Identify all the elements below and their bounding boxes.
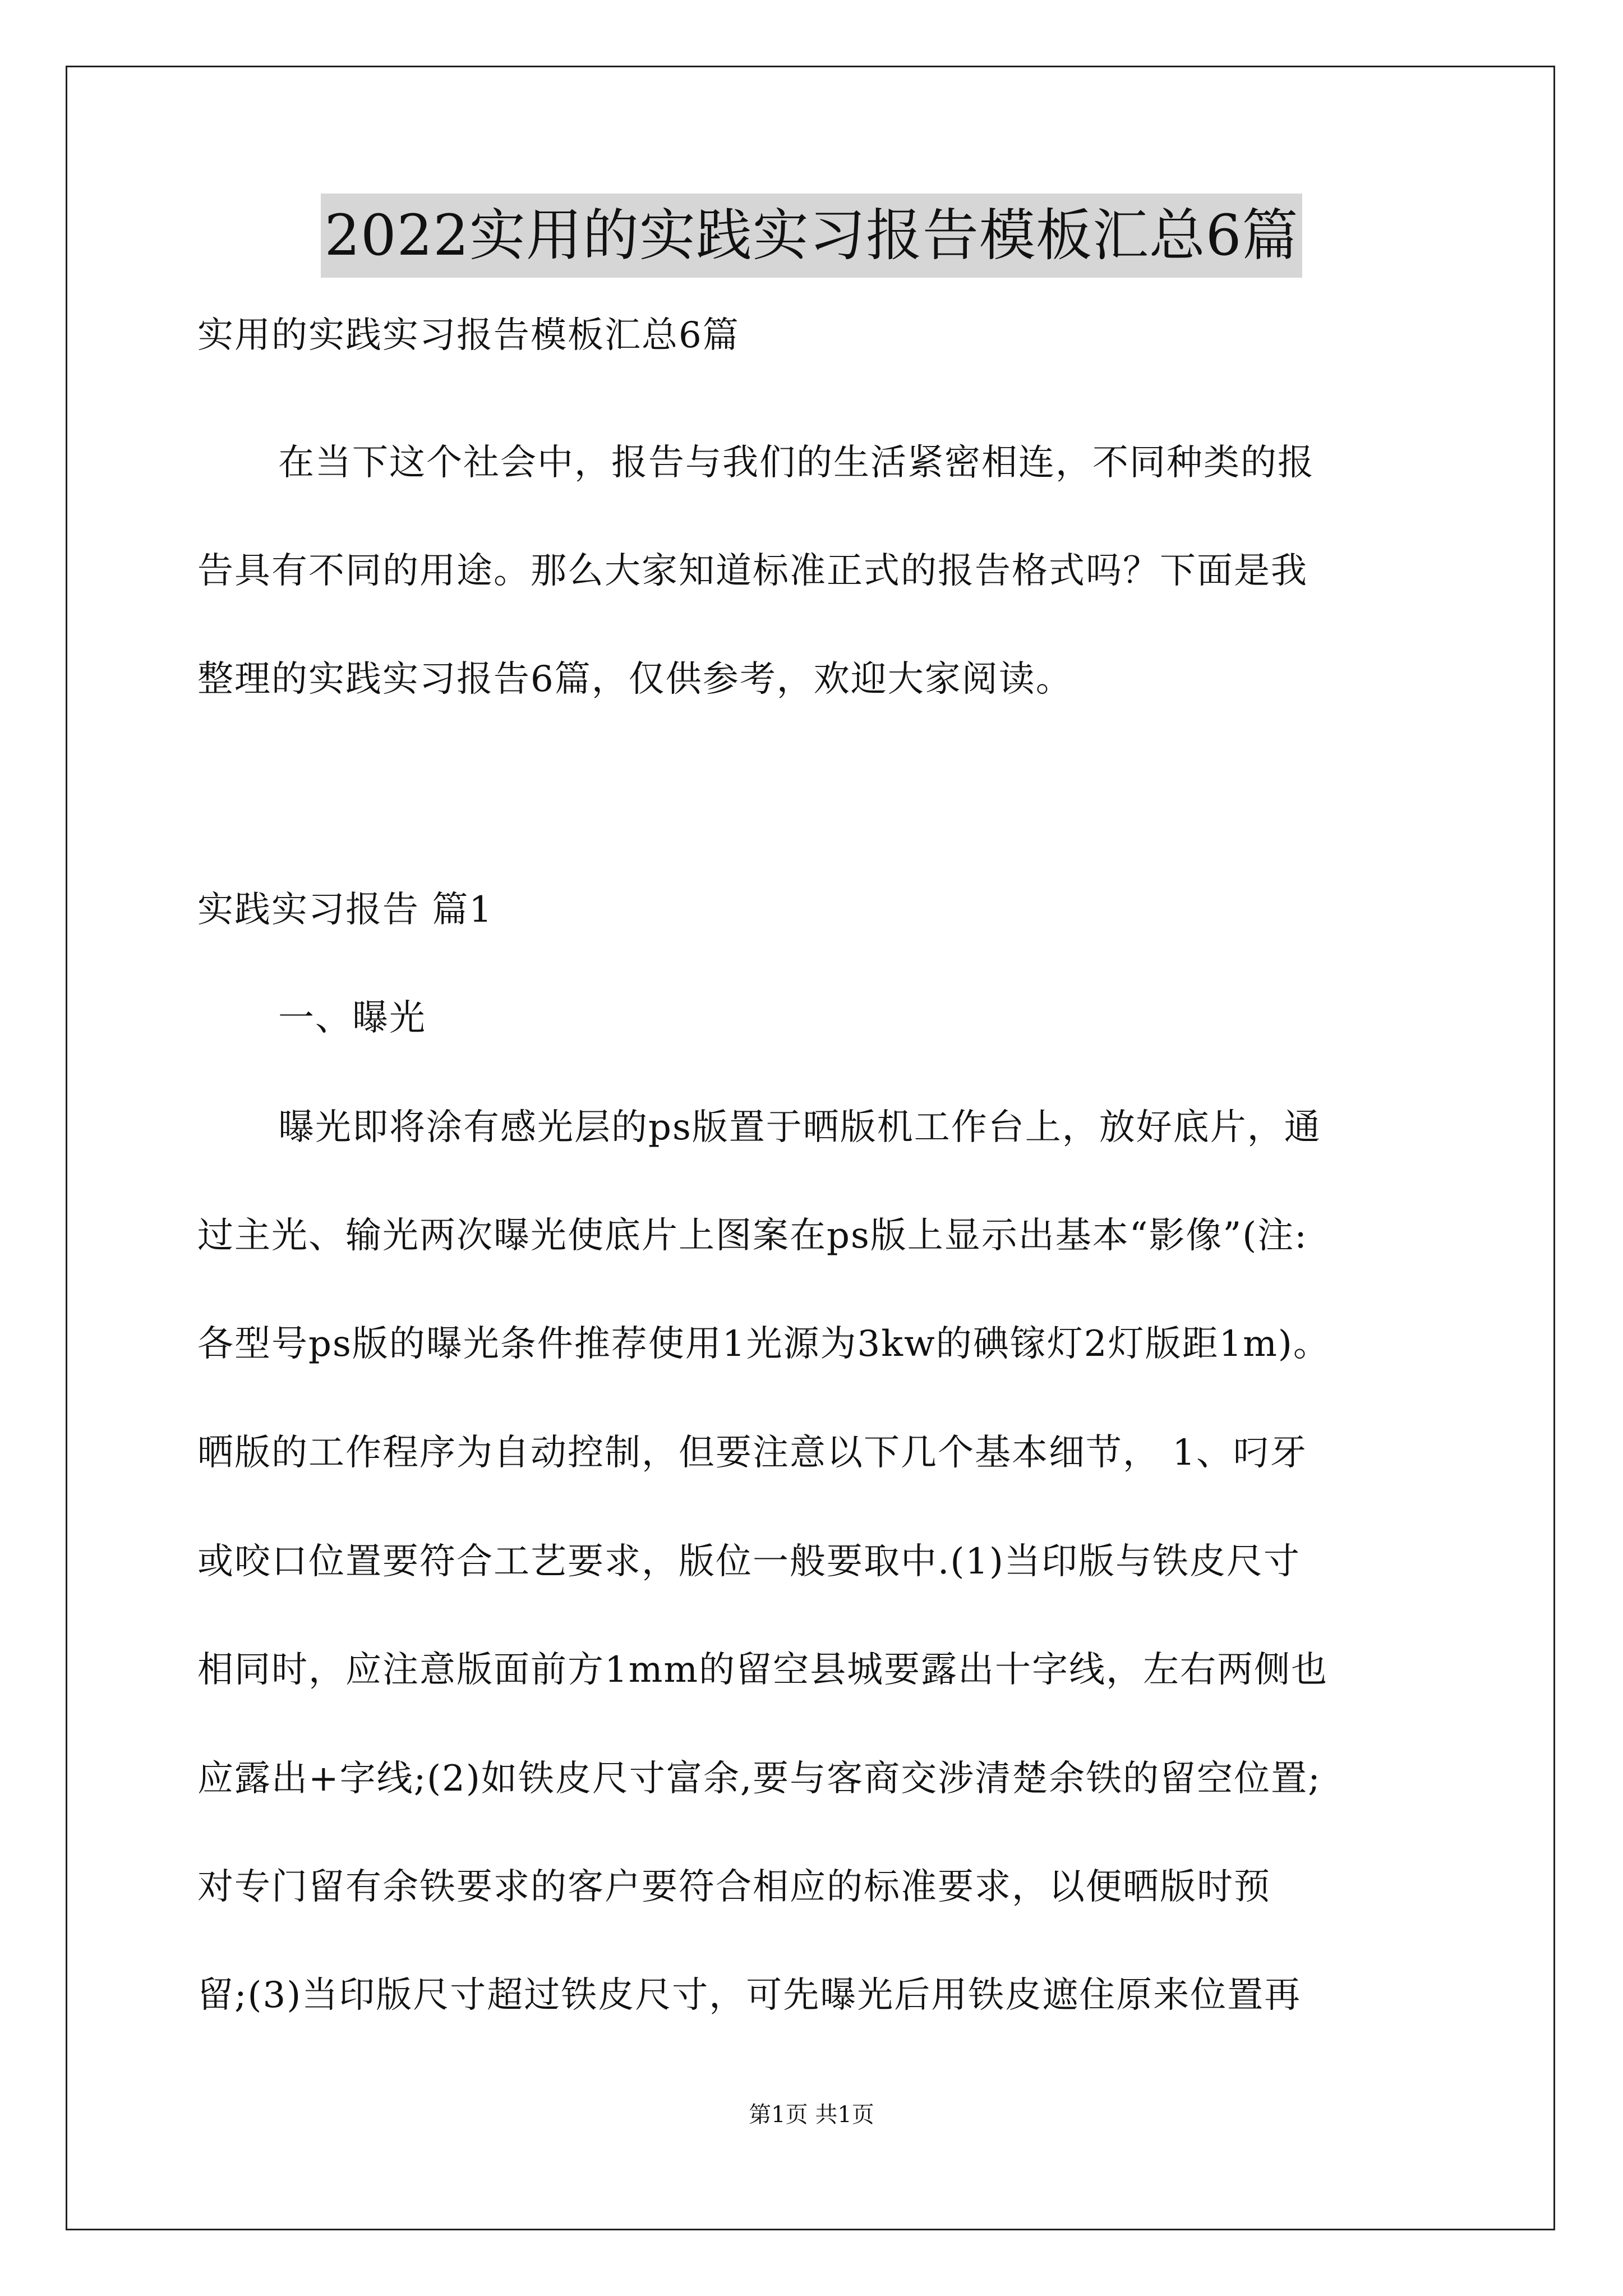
- paragraph-line: 晒版的工作程序为自动控制，但要注意以下几个基本细节， 1、叼牙: [197, 1432, 1308, 1474]
- document-subtitle: 实用的实践实习报告模板汇总6篇: [197, 315, 740, 356]
- paragraph-line: 对专门留有余铁要求的客户要符合相应的标准要求，以便晒版时预: [197, 1866, 1271, 1908]
- paragraph-line: 相同时，应注意版面前方1mm的留空县城要露出十字线，左右两侧也: [197, 1649, 1329, 1691]
- paragraph-line: 应露出+字线;(2)如铁皮尺寸富余,要与客商交涉清楚余铁的留空位置;: [197, 1758, 1321, 1800]
- paragraph-line: 整理的实践实习报告6篇，仅供参考，欢迎大家阅读。: [197, 659, 1073, 700]
- paragraph-line: 在当下这个社会中，报告与我们的生活紧密相连，不同种类的报: [278, 442, 1315, 484]
- paragraph-line: 或咬口位置要符合工艺要求，版位一般要取中.(1)当印版与铁皮尺寸: [197, 1541, 1301, 1582]
- title-block: [0, 194, 1623, 278]
- section-heading: 实践实习报告 篇1: [197, 889, 494, 931]
- paragraph-line: 曝光即将涂有感光层的ps版置于晒版机工作台上，放好底片，通: [278, 1107, 1321, 1148]
- paragraph-line: 过主光、输光两次曝光使底片上图案在ps版上显示出基本“影像”(注:: [197, 1215, 1308, 1257]
- paragraph-line: 告具有不同的用途。那么大家知道标准正式的报告格式吗？下面是我: [197, 550, 1308, 592]
- document-title: 2022实用的实践实习报告模板汇总6篇: [321, 194, 1302, 278]
- page-footer: 第1页 共1页: [749, 2102, 874, 2128]
- paragraph-line: 留;(3)当印版尺寸超过铁皮尺寸，可先曝光后用铁皮遮住原来位置再: [197, 1975, 1302, 2016]
- subsection-heading: 一、曝光: [278, 997, 426, 1039]
- paragraph-line: 各型号ps版的曝光条件推荐使用1光源为3kw的碘镓灯2灯版距1m)。: [197, 1323, 1330, 1365]
